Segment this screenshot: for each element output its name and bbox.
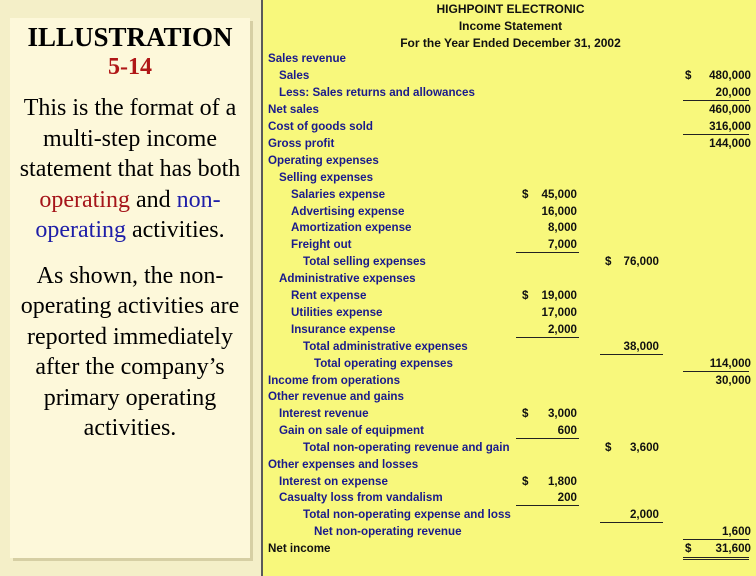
- value-total-operating: 114,000: [709, 357, 751, 370]
- illustration-panel: [10, 18, 250, 558]
- desc1-post: activities.: [126, 217, 225, 243]
- row-sales: Sales: [279, 69, 310, 82]
- row-interest-revenue: Interest revenue: [279, 407, 369, 420]
- value-interest-revenue: 3,000: [547, 407, 577, 420]
- row-total-admin: Total administrative expenses: [303, 340, 468, 353]
- income-statement: [261, 0, 756, 576]
- dollar-sign: $: [522, 407, 529, 420]
- row-operating-expenses: Operating expenses: [268, 154, 379, 167]
- desc1-pre: This is the format of a multi-step income statement that has both: [19, 95, 241, 182]
- value-income-operations: 30,000: [715, 374, 751, 387]
- row-amortization: Amortization expense: [291, 221, 412, 234]
- dollar-sign: $: [605, 441, 612, 454]
- value-less-returns: 20,000: [715, 86, 751, 99]
- row-net-sales: Net sales: [268, 103, 319, 116]
- operating-highlight: operating: [39, 186, 130, 213]
- row-salaries: Salaries expense: [291, 188, 386, 201]
- row-total-nonop-expense: Total non-operating expense and loss: [303, 508, 511, 521]
- underline: [516, 438, 579, 439]
- underline: [600, 522, 663, 523]
- value-net-nonop-revenue: 1,600: [721, 525, 751, 538]
- value-total-nonop-expense: 2,000: [629, 508, 659, 521]
- row-casualty-loss: Casualty loss from vandalism: [279, 491, 443, 504]
- description-paragraph-1: [10, 93, 250, 246]
- value-net-income: 31,600: [715, 542, 751, 555]
- value-rent: 19,000: [541, 289, 577, 302]
- row-freight: Freight out: [291, 238, 352, 251]
- underline: [516, 505, 579, 506]
- description-paragraph-2: As shown, the non-operating activities are reported immediately after the company’s primary operating activities.: [20, 262, 240, 441]
- underline: [516, 337, 579, 338]
- row-admin-expenses: Administrative expenses: [279, 272, 416, 285]
- row-less-returns: Less: Sales returns and allowances: [279, 86, 475, 99]
- underline: [683, 134, 749, 135]
- row-income-operations: Income from operations: [268, 374, 401, 387]
- row-net-income: Net income: [268, 542, 331, 555]
- value-amortization: 8,000: [547, 221, 577, 234]
- dollar-sign: $: [605, 255, 612, 268]
- value-gross-profit: 144,000: [709, 137, 751, 150]
- company-name: HIGHPOINT ELECTRONIC: [436, 2, 585, 16]
- row-gross-profit: Gross profit: [268, 137, 335, 150]
- value-casualty-loss: 200: [557, 491, 577, 504]
- row-interest-expense: Interest on expense: [279, 475, 388, 488]
- dollar-sign: $: [522, 475, 529, 488]
- statement-period: For the Year Ended December 31, 2002: [400, 36, 621, 50]
- underline: [683, 100, 749, 101]
- non-operating-highlight: non-operating: [35, 186, 221, 243]
- dollar-sign: $: [685, 69, 692, 82]
- row-selling-expenses: Selling expenses: [279, 171, 374, 184]
- row-advertising: Advertising expense: [291, 205, 405, 218]
- underline: [516, 252, 579, 253]
- value-insurance: 2,000: [547, 323, 577, 336]
- double-underline-top: [683, 557, 749, 558]
- dollar-sign: $: [522, 188, 529, 201]
- desc1-and: and: [129, 186, 177, 213]
- value-advertising: 16,000: [541, 205, 577, 218]
- row-insurance: Insurance expense: [291, 323, 396, 336]
- row-gain-sale: Gain on sale of equipment: [279, 424, 424, 437]
- value-sales: 480,000: [709, 69, 751, 82]
- illustration-number: 5-14: [108, 54, 152, 80]
- value-freight: 7,000: [547, 238, 577, 251]
- row-total-operating: Total operating expenses: [314, 357, 453, 370]
- row-net-nonop-revenue: Net non-operating revenue: [314, 525, 462, 538]
- value-net-sales: 460,000: [709, 103, 751, 116]
- value-total-selling: 76,000: [623, 255, 659, 268]
- row-other-expenses: Other expenses and losses: [268, 458, 419, 471]
- row-sales-revenue: Sales revenue: [268, 52, 346, 65]
- underline: [683, 539, 749, 540]
- value-cogs: 316,000: [709, 120, 751, 133]
- value-total-nonop-revenue: 3,600: [629, 441, 659, 454]
- value-utilities: 17,000: [541, 306, 577, 319]
- underline: [600, 354, 663, 355]
- value-salaries: 45,000: [541, 188, 577, 201]
- value-total-admin: 38,000: [623, 340, 659, 353]
- dollar-sign: $: [685, 542, 692, 555]
- value-interest-expense: 1,800: [547, 475, 577, 488]
- double-underline-bottom: [683, 559, 749, 560]
- row-total-selling: Total selling expenses: [303, 255, 426, 268]
- illustration-title: ILLUSTRATION: [27, 22, 233, 52]
- dollar-sign: $: [522, 289, 529, 302]
- underline: [683, 371, 749, 372]
- row-other-revenue: Other revenue and gains: [268, 390, 404, 403]
- value-gain-sale: 600: [557, 424, 577, 437]
- row-utilities: Utilities expense: [291, 306, 383, 319]
- row-total-nonop-revenue: Total non-operating revenue and gain: [303, 441, 510, 454]
- row-cogs: Cost of goods sold: [268, 120, 373, 133]
- row-rent: Rent expense: [291, 289, 367, 302]
- statement-title: Income Statement: [458, 19, 563, 33]
